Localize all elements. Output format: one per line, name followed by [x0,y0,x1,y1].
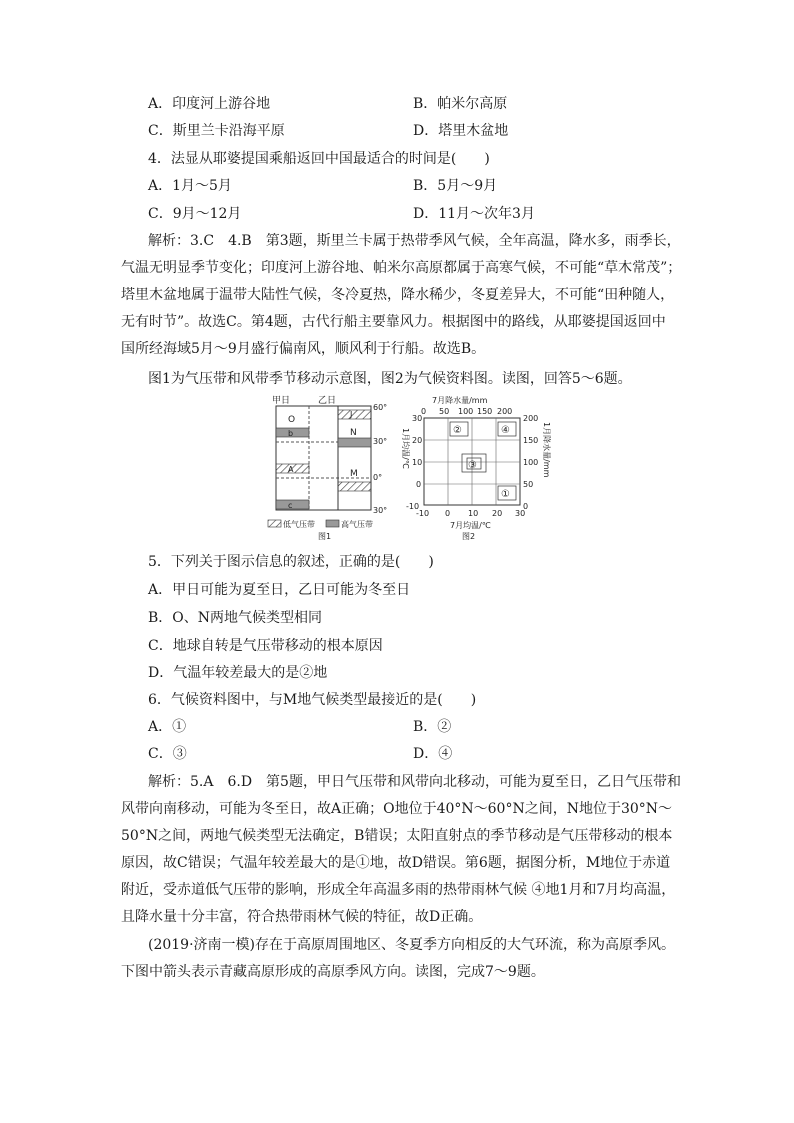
analysis1-line: 无有时节”。故选C。第4题，古代行船主要靠风力。根据图中的路线，从耶婆提国返回中 [121,314,666,330]
figure2-caption: 图2 [462,532,476,541]
left-title: 1月均温/℃ [401,428,410,469]
q5-option-d: D．气温年较差最大的是②地 [148,665,328,681]
analysis1-line: 塔里木盆地属于温带大陆性气候，冬冷夏热，降水稀少，冬夏差异大，不可能“田种随人， [121,287,675,303]
q4-stem: 4．法显从耶婆提国乘船返回中国最适合的时间是( ) [148,151,490,167]
svg-text:150: 150 [523,436,539,445]
label-c: c [288,501,293,510]
legend-low: 低气压带 [283,520,315,529]
point-1: ① [501,489,510,500]
q4-option-d: D．11月～次年3月 [413,206,535,222]
label-N: N [350,428,357,438]
svg-text:0: 0 [445,509,451,518]
svg-text:30: 30 [412,414,423,423]
intro-q5-6: 图1为气压带和风带季节移动示意图，图2为气候资料图。读图，回答5～6题。 [148,371,632,387]
q5-option-b: B．O、N两地气候类型相同 [148,610,323,626]
svg-text:-10: -10 [416,509,430,518]
svg-text:150: 150 [477,407,493,416]
q5-option-c: C．地球自转是气压带移动的根本原因 [148,638,383,654]
point-2: ② [453,425,462,436]
figure1-pressure-belts [262,392,412,542]
q4-option-b: B．5月～9月 [413,178,498,194]
figure1-caption: 图1 [318,532,332,541]
svg-text:0: 0 [523,502,529,511]
col-label-yi: 乙日 [318,396,337,406]
svg-text:20: 20 [492,509,503,518]
q3-option-d: D．塔里木盆地 [413,123,509,139]
svg-text:50: 50 [439,407,450,416]
label-J: J [350,410,353,419]
analysis2-line: 风带向南移动，可能为冬至日，故A正确；O地位于40°N～60°N之间，N地位于30°N～ [121,801,673,817]
analysis2-line: 附近，受赤道低气压带的影响，形成全年高温多雨的热带雨林气候 ④地1月和7月均高温， [121,882,676,898]
label-A: A [288,465,294,474]
analysis2-line: 且降水量十分丰富，符合热带雨林气候的特征，故D正确。 [121,909,483,925]
svg-text:0: 0 [421,407,427,416]
lat-0: 0° [373,473,383,482]
q4-option-c: C．9月～12月 [148,206,242,222]
analysis2-line: 解析：5.A 6.D 第5题，甲日气压带和风带向北移动，可能为夏至日，乙日气压带和 [148,774,681,790]
q3-option-b: B．帕米尔高原 [413,96,508,112]
q5-stem: 5．下列关于图示信息的叙述，正确的是( ) [148,554,434,570]
intro-q7-9: 下图中箭头表示青藏高原形成的高原季风方向。读图，完成7～9题。 [121,964,545,980]
svg-text:200: 200 [523,414,539,423]
svg-text:10: 10 [468,509,479,518]
col-label-jia: 甲日 [272,396,291,406]
bottom-title: 7月均温/℃ [450,521,491,530]
analysis1-line: 气温无明显季节变化；印度河上游谷地、帕米尔高原都属于高寒气候，不可能“草木常茂”； [121,260,682,276]
q4-option-a: A．1月～5月 [148,178,232,194]
analysis2-line: 原因，故C错误；气温年较差最大的是①地，故D错误。第6题，据图分析，M地位于赤道 [121,855,671,871]
lat-60: 60° [373,403,388,412]
svg-text:100: 100 [523,458,539,467]
top-title: 7月降水量/mm [432,396,488,405]
lat-30s: 30° [373,506,388,515]
svg-text:10: 10 [412,458,423,467]
svg-text:-10: -10 [406,502,420,511]
lat-30n: 30° [373,437,388,446]
legend-high: 高气压带 [341,520,373,529]
q3-option-c: C．斯里兰卡沿海平原 [148,123,285,139]
point-3: ③ [468,460,477,471]
analysis2-line: 50°N之间，两地气候类型无法确定，B错误；太阳直射点的季节移动是气压带移动的根本 [121,828,673,844]
q3-option-a: A．印度河上游谷地 [148,96,271,112]
svg-text:30: 30 [515,509,526,518]
svg-text:0: 0 [416,480,422,489]
svg-text:20: 20 [412,436,423,445]
q6-option-c: C．③ [148,746,187,762]
q6-stem: 6．气候资料图中，与M地气候类型最接近的是( ) [148,692,477,708]
svg-text:200: 200 [497,407,513,416]
intro-q7-9: (2019·济南一模)存在于高原周围地区、冬夏季方向相反的大气环流，称为高原季风。 [148,937,676,953]
label-b: b [288,429,294,438]
q6-option-a: A．① [148,719,187,735]
point-4: ④ [501,425,510,436]
q5-option-a: A．甲日可能为夏至日，乙日可能为冬至日 [148,582,411,598]
analysis1-line: 解析：3.C 4.B 第3题，斯里兰卡属于热带季风气候，全年高温，降水多，雨季长， [148,233,681,249]
q6-option-d: D．④ [413,746,453,762]
label-M: M [350,469,358,479]
figure2-climate-chart [394,392,560,542]
right-title: 1月降水量/mm [542,422,551,478]
svg-text:100: 100 [458,407,474,416]
analysis1-line: 国所经海域5月～9月盛行偏南风，顺风利于行船。故选B。 [121,341,486,357]
svg-text:50: 50 [523,480,534,489]
label-O: O [288,415,296,425]
q6-option-b: B．② [413,719,452,735]
